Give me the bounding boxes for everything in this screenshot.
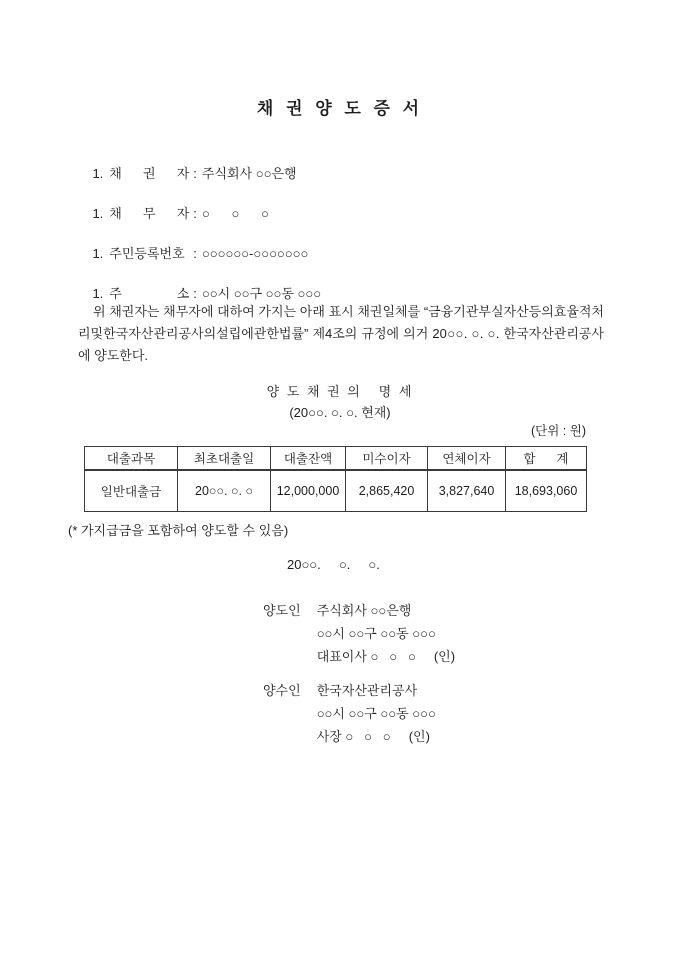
transferor-role-label: 양도인: [263, 603, 301, 618]
cell-total: 18,693,060: [506, 470, 587, 512]
table-header-row: [85, 447, 587, 471]
execution-date: 20○○. ○. ○.: [287, 557, 380, 572]
item-number: 1.: [92, 166, 104, 181]
separator-colon: :: [193, 286, 197, 301]
field-address-value: ○○시 ○○구 ○○동 ○○○: [201, 286, 322, 301]
item-number: 1.: [92, 286, 104, 301]
header-loan-balance: 대출잔액: [271, 447, 346, 471]
transferee-signature-block: [263, 679, 436, 748]
transferee-name: 한국자산관리공사: [316, 683, 418, 698]
separator-colon: :: [193, 206, 197, 221]
item-number: 1.: [92, 246, 104, 261]
header-total: 합 계: [506, 447, 587, 471]
field-creditor-label: 채 권 자: [109, 166, 190, 181]
transferor-details: [317, 599, 455, 668]
transferee-details: [317, 679, 436, 748]
table-footnote: (* 가지급금을 포함하여 양도할 수 있음): [68, 523, 289, 538]
field-resident-id-value: ○○○○○○-○○○○○○○: [201, 246, 309, 261]
header-overdue-interest: 연체이자: [428, 447, 506, 471]
schedule-as-of-date: (20○○. ○. ○. 현재): [289, 405, 391, 420]
transferor-address: ○○시 ○○구 ○○동 ○○○: [316, 626, 436, 641]
unit-note: (단위 : 원): [531, 424, 586, 438]
loan-detail-table: [84, 446, 587, 512]
cell-loan-balance: 12,000,000: [271, 470, 346, 512]
header-loan-category: 대출과목: [85, 447, 178, 471]
field-creditor-value: 주식회사 ○○은행: [201, 166, 297, 181]
cell-accrued-interest: 2,865,420: [346, 470, 428, 512]
transferor-signature-block: [263, 599, 455, 668]
field-debtor-value: ○ ○ ○: [201, 206, 269, 221]
cell-overdue-interest: 3,827,640: [428, 470, 506, 512]
cell-loan-category: 일반대출금: [85, 470, 178, 512]
field-debtor-label: 채 무 자: [109, 206, 190, 221]
schedule-title: 양 도 채 권 의 명 세: [266, 384, 414, 399]
field-resident-id-label: 주민등록번호: [109, 246, 185, 261]
table-row: [85, 470, 587, 512]
cell-first-loan-date: 20○○. ○. ○: [178, 470, 271, 512]
transferee-address: ○○시 ○○구 ○○동 ○○○: [316, 706, 436, 721]
item-number: 1.: [92, 206, 104, 221]
transferee-role-label: 양수인: [263, 683, 301, 698]
separator-colon: :: [193, 166, 197, 181]
transferor-representative-seal: 대표이사 ○ ○ ○ (인): [316, 649, 456, 664]
transferee-president-seal: 사장 ○ ○ ○ (인): [316, 729, 430, 744]
separator-colon: :: [193, 246, 197, 261]
header-first-loan-date: 최초대출일: [178, 447, 271, 471]
transferor-name: 주식회사 ○○은행: [316, 603, 412, 618]
field-address-label: 주 소: [109, 286, 190, 301]
header-accrued-interest: 미수이자: [346, 447, 428, 471]
transfer-clause-paragraph: 위 채권자는 채무자에 대하여 가지는 아래 표시 채권일체를 “금융기관부실자산등의효율적처리및한국자산관리공사의설립에관한법률” 제4조의 규정에 의거 20○○. ○. ○. 한국자산관리공사에 양도한다.: [78, 304, 604, 363]
document-title: 채 권 양 도 증 서: [256, 99, 424, 118]
